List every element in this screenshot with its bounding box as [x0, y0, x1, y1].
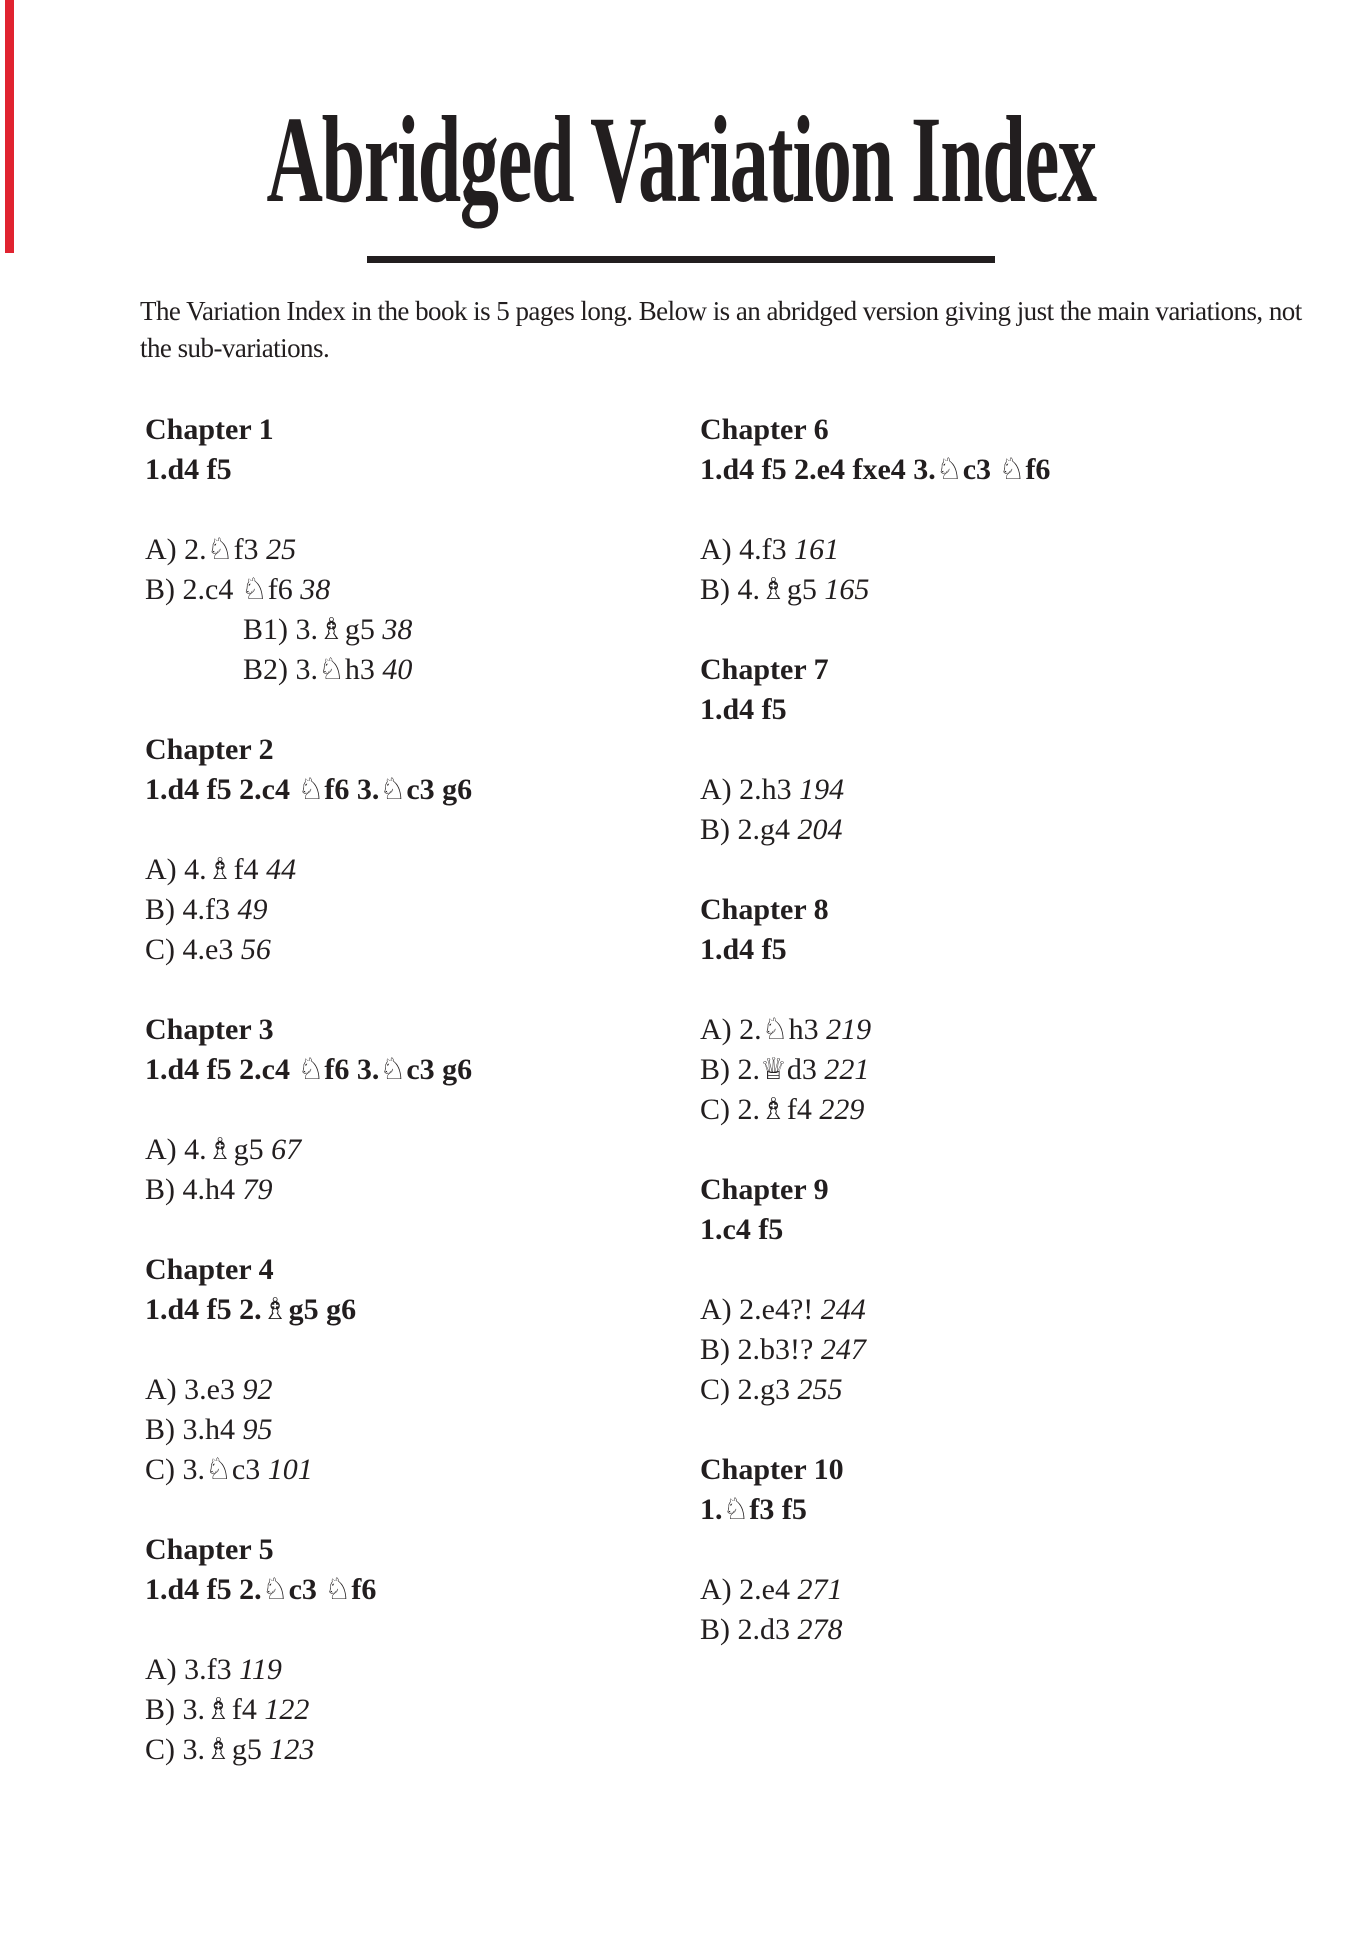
page-number: 25: [266, 533, 297, 566]
variation-label: A): [145, 1653, 185, 1686]
page-number: 204: [797, 813, 843, 846]
chapter-moveline: 1.d4 f5 2.e4 fxe4 3.♘c3 ♘f6: [700, 452, 1051, 487]
variation-label: C): [700, 1373, 738, 1406]
chess-piece-glyph: ♘: [379, 772, 407, 807]
chapter-block: [145, 410, 700, 690]
chess-piece-glyph: ♘: [261, 1572, 289, 1607]
variation-line: A) 4.♗g5 67: [145, 1132, 302, 1167]
chapter-block: [700, 1450, 1362, 1650]
page-number: 56: [240, 933, 271, 966]
variation-line: B) 2.d3 278: [700, 1613, 843, 1646]
variation-label: C): [700, 1093, 738, 1126]
page-number: 44: [266, 853, 297, 886]
page-title-text: Abridged Variation Index: [266, 91, 1096, 228]
chess-piece-glyph: ♗: [760, 572, 787, 607]
variation-line: B) 4.f3 49: [145, 893, 268, 926]
variation-line: B) 2.b3!? 247: [700, 1333, 866, 1366]
page-number: 271: [797, 1573, 843, 1606]
variation-label: A): [700, 533, 740, 566]
chapter-heading: Chapter 9: [700, 1173, 829, 1206]
right-column: [700, 410, 1362, 1810]
page-edge-marker: [5, 0, 14, 253]
chess-piece-glyph: ♘: [240, 572, 268, 607]
page-number: 255: [797, 1373, 843, 1406]
page-number: 165: [824, 573, 870, 606]
chapter-moveline: 1.d4 f5 2.♗g5 g6: [145, 1292, 357, 1327]
variation-label: C): [145, 1733, 183, 1766]
variation-line: A) 3.e3 92: [145, 1373, 273, 1406]
variation-line: C) 3.♘c3 101: [145, 1452, 313, 1487]
page-number: 67: [271, 1133, 302, 1166]
chess-piece-glyph: ♘: [379, 1052, 407, 1087]
variation-label: B): [700, 1053, 738, 1086]
variation-line: C) 2.g3 255: [700, 1373, 843, 1406]
variation-label: A): [700, 773, 740, 806]
variation-line: B) 2.♕d3 221: [700, 1052, 870, 1087]
variation-label: B): [145, 1173, 183, 1206]
left-column: [145, 410, 700, 1810]
variation-line: C) 4.e3 56: [145, 933, 271, 966]
page-number: 194: [799, 773, 845, 806]
chapter-moveline: 1.d4 f5: [700, 693, 787, 726]
chapter-moveline: 1.c4 f5: [700, 1213, 784, 1246]
chess-piece-glyph: ♘: [297, 772, 325, 807]
page-number: 92: [242, 1373, 273, 1406]
chapter-block: [145, 1010, 700, 1210]
page-number: 221: [824, 1053, 870, 1086]
page-number: 219: [826, 1013, 872, 1046]
variation-label: B): [700, 813, 738, 846]
page-number: 278: [797, 1613, 843, 1646]
page-number: 123: [269, 1733, 315, 1766]
intro-paragraph: The Variation Index in the book is 5 pages long. Below is an abridged version giving just the main variations, not the sub-variations.: [140, 296, 1302, 363]
chess-piece-glyph: ♘: [998, 452, 1026, 487]
chapter-block: [700, 650, 1362, 850]
chess-piece-glyph: ♕: [760, 1052, 787, 1087]
variation-line: B2) 3.♘h3 40: [243, 652, 413, 687]
chapter-heading: Chapter 5: [145, 1533, 274, 1566]
chapter-moveline: 1.d4 f5 2.c4 ♘f6 3.♘c3 g6: [145, 1052, 473, 1087]
page-number: 244: [820, 1293, 866, 1326]
page-number: 161: [794, 533, 840, 566]
chapter-block: [145, 1530, 700, 1770]
chess-piece-glyph: ♘: [761, 1012, 789, 1047]
chapter-block: [700, 1170, 1362, 1410]
variation-line: B) 2.g4 204: [700, 813, 843, 846]
chapter-heading: Chapter 6: [700, 413, 829, 446]
chapter-block: [700, 890, 1362, 1130]
variation-line: B1) 3.♗g5 38: [243, 612, 413, 647]
variation-label: B): [700, 1333, 738, 1366]
variation-label: B2): [243, 653, 296, 686]
chapter-moveline: 1.♘f3 f5: [700, 1492, 807, 1527]
chess-piece-glyph: ♗: [205, 1692, 232, 1727]
variation-label: C): [145, 1453, 183, 1486]
chapter-heading: Chapter 10: [700, 1453, 844, 1486]
chapter-block: [700, 410, 1362, 610]
variation-line: A) 4.♗f4 44: [145, 852, 297, 887]
variation-line: A) 3.f3 119: [145, 1653, 282, 1686]
variation-line: A) 2.♘h3 219: [700, 1012, 872, 1047]
page-number: 38: [382, 613, 413, 646]
variation-line: A) 2.♘f3 25: [145, 532, 297, 567]
chapter-heading: Chapter 4: [145, 1253, 274, 1286]
variation-label: A): [700, 1293, 740, 1326]
variation-label: A): [700, 1573, 740, 1606]
variation-label: A): [700, 1013, 740, 1046]
variation-line: C) 2.♗f4 229: [700, 1092, 865, 1127]
chapter-moveline: 1.d4 f5: [145, 453, 232, 486]
chess-piece-glyph: ♗: [206, 1132, 234, 1167]
variation-label: C): [145, 933, 183, 966]
variation-line: A) 2.e4 271: [700, 1573, 843, 1606]
chess-piece-glyph: ♘: [297, 1052, 325, 1087]
variation-line: C) 3.♗g5 123: [145, 1732, 315, 1767]
chapter-heading: Chapter 3: [145, 1013, 274, 1046]
page-number: 229: [819, 1093, 865, 1126]
page-number: 247: [820, 1333, 866, 1366]
page-number: 38: [300, 573, 331, 606]
page-number: 40: [382, 653, 413, 686]
variation-line: B) 2.c4 ♘f6 38: [145, 572, 331, 607]
variation-line: B) 3.♗f4 122: [145, 1692, 310, 1727]
chess-piece-glyph: ♗: [261, 1292, 289, 1327]
index-columns: [0, 410, 1362, 1810]
chess-piece-glyph: ♗: [318, 612, 345, 647]
chapter-block: [145, 1250, 700, 1490]
chapter-heading: Chapter 8: [700, 893, 829, 926]
chapter-heading: Chapter 1: [145, 413, 274, 446]
chapter-heading: Chapter 7: [700, 653, 829, 686]
variation-line: A) 2.e4?! 244: [700, 1293, 866, 1326]
page-number: 122: [264, 1693, 310, 1726]
chess-piece-glyph: ♘: [935, 452, 963, 487]
chess-piece-glyph: ♘: [722, 1492, 750, 1527]
chess-piece-glyph: ♘: [318, 652, 345, 687]
variation-label: B): [145, 1413, 183, 1446]
variation-label: B): [145, 573, 183, 606]
page-number: 49: [237, 893, 268, 926]
variation-label: B1): [243, 613, 296, 646]
variation-line: A) 2.h3 194: [700, 773, 845, 806]
chapter-moveline: 1.d4 f5: [700, 933, 787, 966]
page-number: 79: [242, 1173, 273, 1206]
variation-label: B): [700, 1613, 738, 1646]
variation-label: A): [145, 533, 185, 566]
chapter-moveline: 1.d4 f5 2.♘c3 ♘f6: [145, 1572, 377, 1607]
page-title: [0, 0, 1362, 228]
chess-piece-glyph: ♘: [205, 1452, 232, 1487]
variation-line: A) 4.f3 161: [700, 533, 840, 566]
variation-line: B) 4.h4 79: [145, 1173, 273, 1206]
variation-label: A): [145, 853, 185, 886]
variation-label: A): [145, 1133, 185, 1166]
chess-piece-glyph: ♗: [206, 852, 234, 887]
variation-label: A): [145, 1373, 185, 1406]
variation-label: B): [145, 893, 183, 926]
chapter-heading: Chapter 2: [145, 733, 274, 766]
page-number: 95: [242, 1413, 273, 1446]
variation-line: B) 4.♗g5 165: [700, 572, 870, 607]
variation-label: B): [700, 573, 738, 606]
title-underline: [367, 256, 995, 263]
chess-piece-glyph: ♘: [206, 532, 234, 567]
chapter-moveline: 1.d4 f5 2.c4 ♘f6 3.♘c3 g6: [145, 772, 473, 807]
page-number: 119: [239, 1653, 282, 1686]
chess-piece-glyph: ♗: [205, 1732, 232, 1767]
page-number: 101: [267, 1453, 313, 1486]
chapter-block: [145, 730, 700, 970]
chess-piece-glyph: ♗: [760, 1092, 787, 1127]
variation-label: B): [145, 1693, 183, 1726]
variation-line: B) 3.h4 95: [145, 1413, 273, 1446]
chess-piece-glyph: ♘: [324, 1572, 352, 1607]
